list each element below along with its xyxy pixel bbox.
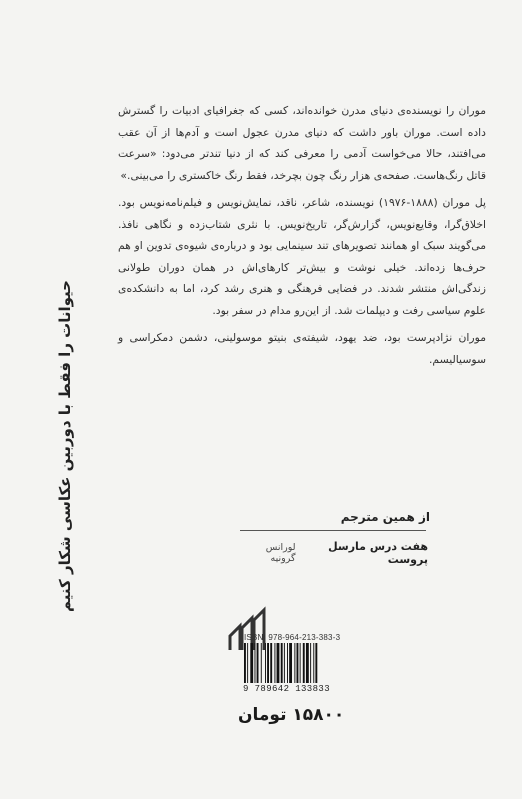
barcode-bar: [270, 643, 272, 683]
barcode-bar: [315, 643, 317, 683]
spine-title: حیوانات را فقط با دوربین عکاسی شکار کنیم: [56, 280, 74, 613]
barcode-bar: [261, 643, 262, 683]
book-entry: [248, 540, 428, 566]
barcode-bar: [247, 643, 248, 683]
barcode-bar: [277, 643, 280, 683]
barcode-bar: [313, 643, 314, 683]
barcode-bar: [257, 643, 259, 683]
barcode-bar: [281, 643, 283, 683]
barcode-bar: [265, 643, 266, 683]
barcode-bar: [250, 643, 253, 683]
barcode-bar: [274, 643, 275, 683]
barcode-bar: [289, 643, 292, 683]
barcode-bar: [297, 643, 299, 683]
blurb-text: [118, 100, 486, 376]
blurb-paragraph: موران را نویسنده‌ی دنیای مدرن خوانده‌اند، کسی که جغرافیای ادبیات را گسترش داده است. موران باور داشت که دنیای مدرن عجول است و آدم‌ها از آن عقب می‌افتند، حالا می‌خواست آدمی را معرفی کند که از دنیا تندتر می‌دود: «سرعت قاتل رنگ‌هاست. صفحه‌ی هزار رنگ چون بچرخد، فقط رنگ خاکستری را می‌بینی.»: [118, 104, 486, 182]
barcode-bar: [310, 643, 311, 683]
barcode-number: 9 789642 133833: [243, 684, 331, 694]
barcode-bar: [284, 643, 285, 683]
barcode: [243, 643, 343, 683]
barcode-bar: [303, 643, 305, 683]
barcode-bar: [300, 643, 301, 683]
divider: [240, 530, 426, 531]
blurb-paragraph: پل موران (۱۸۸۸-۱۹۷۶) نویسنده، شاعر، ناقد، نمایش‌نویس و فیلم‌نامه‌نویس بود. اخلاق‌گرا، وقایع‌نویس، گزارش‌گر، تاریخ‌نویس. با نثری شتاب‌زده و نگاهی نافذ. می‌گویند سبک او همانند تصویرهای تند سینمایی بود و درباره‌ی شیوه‌ی تدوین او هم حرف‌ها زده‌اند. خیلی نوشت و بیش‌تر کارهای‌اش در همان دوران طولانی زندگی‌اش منتشر شدند. در فضایی فرهنگی و هنری رشد کرد، اما به دانشکده‌ی علوم سیاسی رفت و دیپلمات شد. از این‌رو مدام در سفر بود.: [118, 196, 487, 317]
barcode-bar: [287, 643, 288, 683]
barcode-bar: [244, 643, 246, 683]
barcode-bar: [294, 643, 295, 683]
blurb-paragraph: موران نژادپرست بود، ضد یهود، شیفته‌ی بنیتو موسولینی، دشمن دمکراسی و سوسیالیسم.: [118, 331, 486, 366]
isbn-label: ISBN: 978-964-213-383-3: [244, 633, 341, 642]
book-author: لورانس گرونیه: [265, 542, 296, 564]
same-translator-heading: از همین مترجم: [340, 510, 430, 524]
barcode-bar: [306, 643, 309, 683]
barcode-bar: [267, 643, 269, 683]
book-title: هفت درس مارسل پروست: [328, 540, 428, 566]
barcode-bar: [255, 643, 256, 683]
price: ۱۵۸۰۰ تومان: [238, 705, 345, 725]
